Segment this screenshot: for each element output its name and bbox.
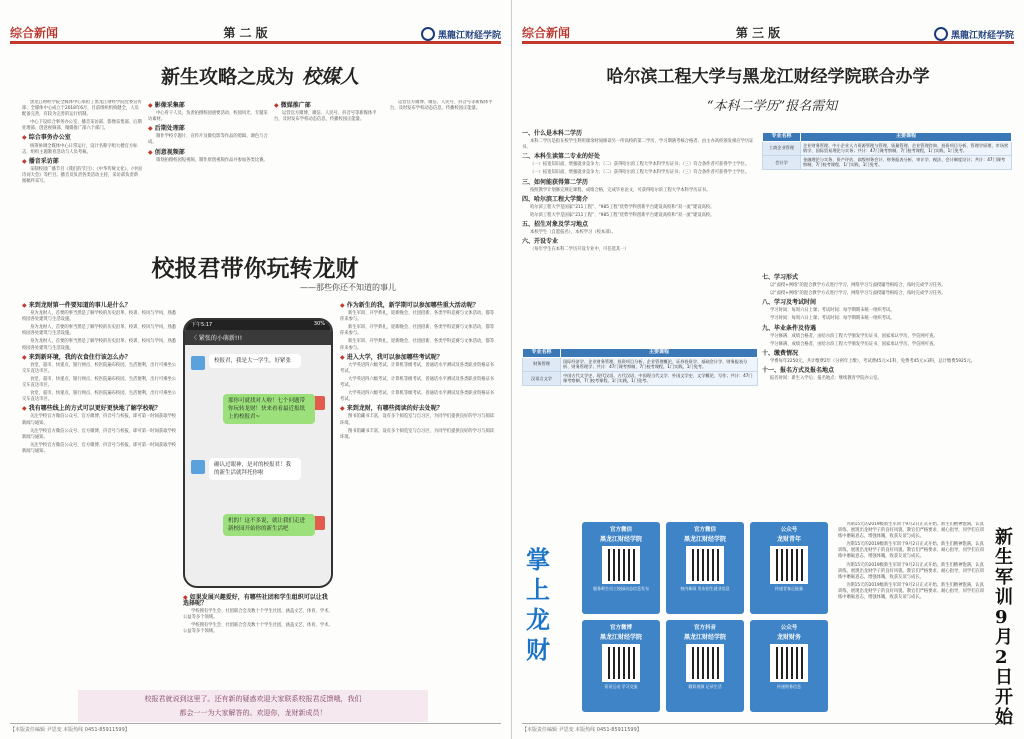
headline-media-strategy: 新生攻略之成为 校媒人: [160, 66, 360, 88]
qr-card[interactable]: 公众号 龙财青年 传递青春正能量: [750, 522, 828, 614]
qr-card[interactable]: 公众号 龙财财务 传递财务信息: [750, 620, 828, 712]
article-column: 运营官方微博、微信、人民号、抖音号等新媒体平台，及时发布学校动态信息，传播校园正能量。: [390, 100, 493, 112]
qr-card[interactable]: 官方微信 黑龙江财经学院 校内新闻 发布招生就业信息: [666, 522, 744, 614]
page-header: [10, 18, 501, 44]
qr-code-icon: [770, 644, 808, 682]
military-training-article: 为期15天的2019级新生军训于9月2日正式开始。新生们精神饱满，认真训练，展现出龙财学子的良好风貌。教官们严格要求、耐心指导，同学们在训练中磨砺意志、增强体魄，收获友谊与成长。 为期15天的2019级新生军训于9月2日正式开始。新生们精神饱满，认真训练，展现出龙财学子的良好风貌。教官们严格要求、耐心指导，同学们在训练中磨砺意志、增强体魄，收获友谊与成长。 为期15天的2019级新生军训于9月2日正式开始。新生们精神饱满，认真训练，展现出龙财学子的良好风貌。教官们严格要求、耐心指导，同学们在训练中磨砺意志、增强体魄，收获友谊与成长。 为期15天的2019级新生军训于9月2日正式开始。新生们精神饱满，认真训练，展现出龙财学子的良好风貌。教官们严格要求、耐心指导，同学们在训练中磨砺意志、增强体魄，收获友谊与成长。: [838, 522, 985, 601]
qr-code-icon: [602, 644, 640, 682]
headline-joint-program: 哈尔滨工程大学与黑龙江财经学院联合办学: [606, 67, 930, 87]
side-title-vertical: 掌上龙财: [526, 546, 550, 664]
article-column: ◆ 如果发展兴趣爱好，有哪些社团和学生组织可以让我选择呢？ 学校拥有学生会、社团联合会及数十个学生社团，涵盖文艺、体育、学术、公益等多个领域。 学校拥有学生会、社团联合会及数十个学生社团，涵盖文艺、体育、学术、公益等多个领域。: [183, 594, 333, 635]
page-header: [522, 18, 1014, 44]
editor-info: 【本版责任编辑 尹思变 本版热线 0451-85911599】: [522, 723, 1014, 733]
major-table-1: 专业名称 主要课程 财务管理 国际经济学、企业财务管理、投资项目分析、企业管理概论、证券投资学、基础会计学、财务报表分析、财务管理学；共计：47门课考察制，7门校考课程，1门实践，1门免考。 汉语言文学 中国古代文学史、现代汉语、古代汉语、中国现当代文学、外国文学史、文学概论、写作；共计：47门课考察制，7门校考课程，1门实践，1门免考。: [522, 348, 758, 386]
article-column: 七、学习形式 以“面授+网络”的混合教学方式进行学习，网络学习与面授辅导相结合，按时完成学习任务。 以“面授+网络”的混合教学方式进行学习，网络学习与面授辅导相结合，按时完成学习任务。 八、学习及考试时间 学习时间：每周六日上课；考试时间：每学期期末统一组织考试。 学习时间：每周六日上课；考试时间：每学期期末统一组织考试。 九、毕业条件及待遇 学分修满、成绩合格者，由哈尔滨工程大学颁发学历证书，国家承认学历，学信网可查。 学分修满、成绩合格者，由哈尔滨工程大学颁发学历证书，国家承认学历，学信网可查。 十、缴费情况 学费每年2250元，共计缴费2年（分两年上缴），考试费45元×1科，免费考45元×3科，总计缴费5925元。 十一、报名方式及报名地点 报名时间：新生入学后；报名地点：继续教育学院办公室。: [762, 274, 976, 382]
qr-code-grid: [582, 522, 828, 712]
qr-code-icon: [686, 644, 724, 682]
military-training-headline: 新生军训9月2日开始: [995, 527, 1013, 728]
chat-message: 确认过眼神，是对的校报君！我的新生活就拜托你啦: [209, 458, 301, 480]
qr-card[interactable]: 官方抖音 黑龙江财经学院 精彩视频 记录生活: [666, 620, 744, 712]
closing-note: 校报君就说到这里了。还有新的疑惑欢迎大家联系校报君反馈哦，我们 都会一一为大家解答的。欢迎你，龙财新成员！: [78, 690, 428, 722]
chat-message: 那你可就找对人啦！七个问题带你玩转龙财！快来看看最近报纸上的校报君~: [223, 394, 315, 424]
page-number: 第 二 版: [223, 26, 268, 40]
chat-message: 机的！这不多说，就让我们走进新校园开始你的新生活吧: [223, 514, 315, 536]
avatar: [191, 460, 205, 474]
section-name: 综合新闻: [10, 26, 59, 40]
page-number: 第 三 版: [735, 26, 781, 40]
article-column: ◆ 影像采集部 中心骨干人员，负责拍摄校园重要活动、校园风光、专题采访素材。 ◆ 后期处理部 制作学校专题片、宣传片及微电影等作品的剪辑、调色与合成。 ◆ 创意视频部 策划拍摄校园短视频、制作原创视频作品并参加各类比赛。: [148, 102, 268, 163]
qr-card[interactable]: 官方微博 黑龙江财经学院 资讯互动 学习交流: [582, 620, 660, 712]
school-logo: 黑龍江财経学院: [934, 27, 1014, 41]
headline-guide: 校报君带你玩转龙财: [151, 255, 359, 282]
headline-subtitle: ——那些你还不知道的事儿: [300, 283, 396, 292]
qr-code-icon: [602, 546, 640, 584]
seal-icon: [934, 27, 948, 41]
phone-status-bar: 下午5:17 30%: [185, 320, 331, 330]
headline-subtitle: “本科二学历”报名需知: [706, 99, 838, 114]
major-table-2: 专业名称 主要课程 工商企业管理 企业财务管理、中小企业人力资源管理与管理、质量管理、企业管理咨询、投资项目分析、管理学原理、市场营销学、国际贸易理论与实务；共计：47门课考察制，7门校考课程，1门实践，1门免考。 会计学 金融理论与实务、资产评估、高级财务会计、财务报表分析、审计学、税法、会计制度设计；共计：47门课考察制，7门校考课程，1门实践，1门免考。: [762, 132, 1012, 170]
editor-info: 【本版责任编辑 尹思变 本版热线 0451-85911599】: [10, 723, 501, 733]
article-column: ◆ 微媒推广部 运营官方微博、微信、人民号、抖音号等新媒体平台，及时发布学校动态信息，传播校园正能量。: [274, 102, 377, 123]
article-column: 黑龙江财经学院全媒体中心承担了黑龙江财经学院党委宣传部、全媒体中心成立于2018年6月，目前组织机构健全，人员配备完善，有较为完善的运行机制。 中心下设综合事务办公室、播音采访部、影像采集部、后期处理部、创意视频部、微媒推广部六个部门。 ◆ 综合事务办公室 统筹协调全媒体中心日常运行，设计名称字组大楼官方标志，组织主题教育活动与人员考核。 ◆ 播音采访部 采制校园广播节目《我们的节目》；《中华传统文化》、《中国诗词大会》等栏目。播音员负责各类活动主持，采访部负责新闻稿件采写。: [22, 100, 142, 185]
section-name: 综合新闻: [522, 26, 571, 40]
avatar: [191, 356, 205, 370]
qr-code-icon: [686, 546, 724, 584]
article-column: ◆ 来到龙财第一件要知道的事儿是什么？ 身为龙财人，首要的事当然是了解学校的历史沿革、校训、校风与学风，熟悉校园各处建筑与生活设施。 身为龙财人，首要的事当然是了解学校的历史沿革、校训、校风与学风，熟悉校园各处建筑与生活设施。 身为龙财人，首要的事当然是了解学校的历史沿革、校训、校风与学风，熟悉校园各处建筑与生活设施。 ◆ 来到新环境，我的衣食住行该怎么办？ 食堂、超市、快递点、银行网点、校医院遍布校园，生活便利，出行可乘坐公交车直达市区。 食堂、超市、快递点、银行网点、校医院遍布校园，生活便利，出行可乘坐公交车直达市区。 食堂、超市、快递点、银行网点、校医院遍布校园，生活便利，出行可乘坐公交车直达市区。 ◆ 我有哪些线上的方式可以更好更快地了解学校呢？ 关注学校官方微信公众号、官方微博、抖音号与校报，即可第一时间获取学校新闻与通知。 关注学校官方微信公众号、官方微博、抖音号与校报，即可第一时间获取学校新闻与通知。 关注学校官方微信公众号、官方微博、抖音号与校报，即可第一时间获取学校新闻与通知。: [22, 302, 177, 454]
qr-card[interactable]: 官方微信 黑龙江财经学院 服务师生员工校园动态信息发布: [582, 522, 660, 614]
qr-code-icon: [770, 546, 808, 584]
article-column: ◆ 作为新生的我，新学期可以参加哪些重大活动呢？ 新生军训、开学典礼、迎新晚会、社团招新、各类学科竞赛与文体活动，都等你来参与。 新生军训、开学典礼、迎新晚会、社团招新、各类学科竞赛与文体活动，都等你来参与。 新生军训、开学典礼、迎新晚会、社团招新、各类学科竞赛与文体活动，都等你来参与。 ◆ 进入大学，我可以参加哪些考试呢？ 大学英语四六级考试、计算机等级考试、普通话水平测试及各类职业资格证书考试。 大学英语四六级考试、计算机等级考试、普通话水平测试及各类职业资格证书考试。 大学英语四六级考试、计算机等级考试、普通话水平测试及各类职业资格证书考试。 ◆ 来到龙财，有哪些阅读的好去处呢？ 图书馆藏书丰富，设有多个阅览室与自习区，为同学们提供良好的学习与阅读环境。 图书馆藏书丰富，设有多个阅览室与自习区，为同学们提供良好的学习与阅读环境。: [340, 302, 495, 440]
article-column: 一、什么是本科二学历 本科二学历是指在校学生利用课余时间修读另一所高校的第二学历，学习期满考核合格者，由主办高校颁发相应学历证书。 二、本科生读第二专业的好处 （一）拓宽知识面，增强就业竞争力；（二）获得哈尔滨工程大学本科学历证书；（三）符合条件者可获得学士学位。 （一）拓宽知识面，增强就业竞争力；（二）获得哈尔滨工程大学本科学历证书；（三）符合条件者可获得学士学位。 三、如何能获得第二学历 按照教学计划修完规定课程，成绩合格，完成毕业论文，可获得哈尔滨工程大学本科学历证书。 四、哈尔滨工程大学简介 哈尔滨工程大学是国家“211工程”、“985工程”优势学科创新平台建设高校和“双一流”建设高校。 哈尔滨工程大学是国家“211工程”、“985工程”优势学科创新平台建设高校和“双一流”建设高校。 五、招生对象及学习地点 本校学生（自愿报名），本校学习（校本部）。 六、开设专业 （每年学生在本科二学历开设专业中，可任选其一）: [522, 130, 754, 253]
chat-screenshot: [183, 318, 333, 588]
chat-message: 校报君，我是大一学生，好紧张: [209, 354, 301, 368]
seal-icon: [421, 27, 435, 41]
school-logo: 黑龍江财経学院: [421, 27, 501, 41]
chat-title: 〈 紧张的小萌新!!!: [185, 330, 331, 345]
